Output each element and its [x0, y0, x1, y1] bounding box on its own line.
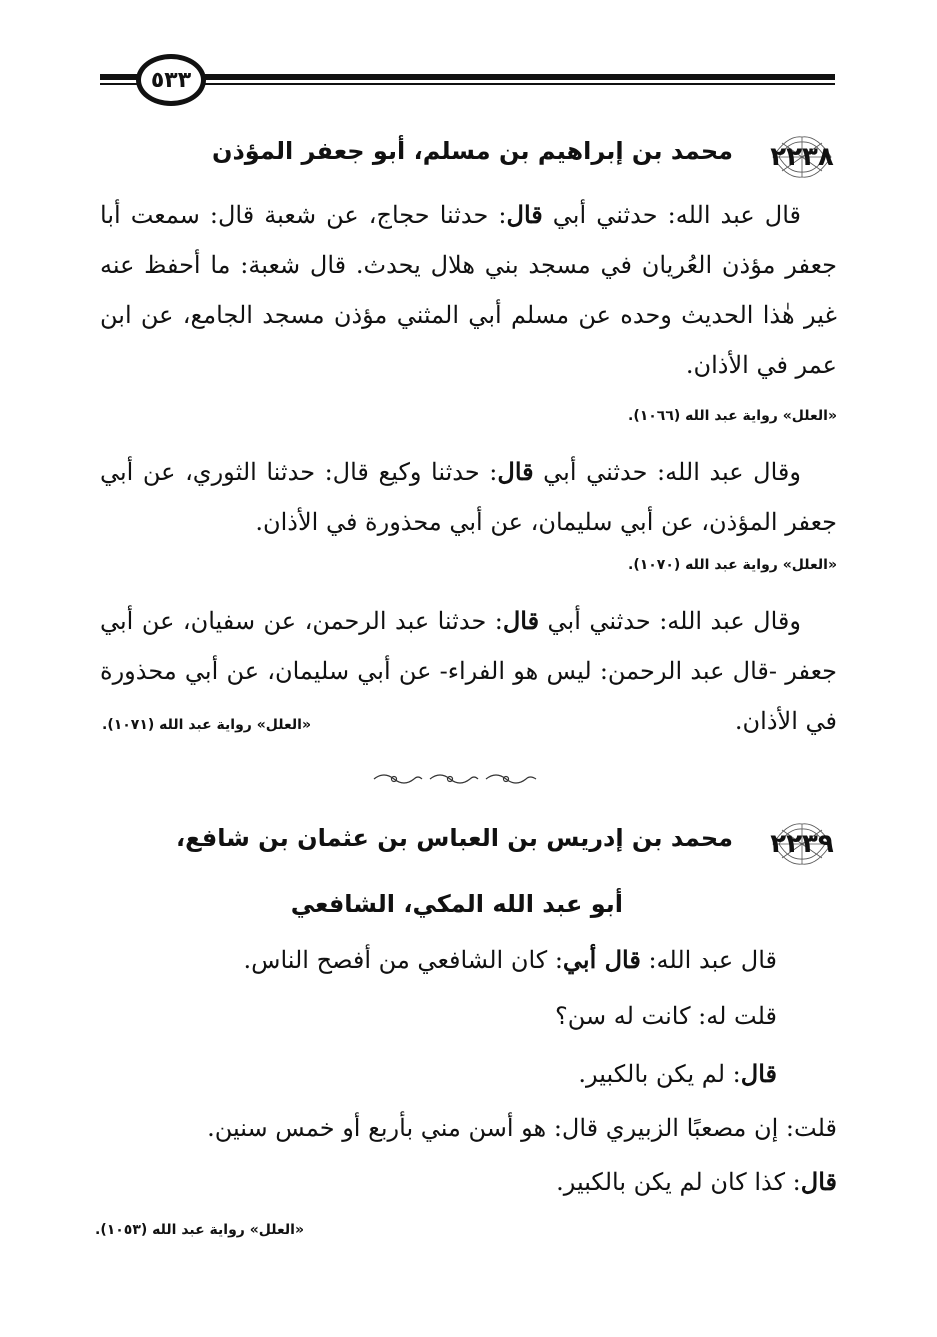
entry-paragraph: [100, 190, 837, 390]
header-rule: [200, 83, 835, 85]
header-rule: [100, 74, 140, 80]
text-segment: : لم يكن بالكبير.: [578, 1060, 741, 1088]
text-segment: : كذا كان لم يكن بالكبير.: [556, 1168, 801, 1196]
entry-title: محمد بن إدريس بن العباس بن عثمان بن شافع،: [175, 824, 733, 852]
source-citation: «العلل» رواية عبد الله (١٠٦٦).: [628, 408, 837, 424]
text-segment: قال عبد الله: حدثني أبي: [542, 201, 801, 229]
entry-heading: [100, 820, 837, 870]
entry-number-text: ٢٢٣٨: [770, 142, 834, 172]
qal-keyword: قال: [800, 1167, 837, 1196]
entry-number-badge: [767, 133, 837, 181]
text-segment: : حدثنا وكيع قال: حدثنا الثوري، عن أبي جعفر المؤذن، عن أبي سليمان، عن أبي محذورة في الأذان.: [100, 458, 837, 536]
text-segment: قال عبد الله:: [640, 946, 777, 974]
qal-keyword: قال: [502, 606, 540, 635]
text-line: [556, 1167, 837, 1196]
source-citation: «العلل» رواية عبد الله (١٠٥٣).: [95, 1222, 304, 1238]
page-number: ٥٣٣: [136, 54, 206, 106]
text-line: قلت له: كانت له سن؟: [554, 1002, 777, 1030]
text-line: [244, 945, 777, 974]
text-segment: : كان الشافعي من أفصح الناس.: [243, 946, 563, 974]
entry-number-text: ٢٢٣٩: [770, 829, 834, 859]
section-divider-ornament: [370, 769, 540, 789]
header-rule: [100, 83, 140, 85]
page-header: [100, 52, 835, 112]
source-citation: «العلل» رواية عبد الله (١٠٧٠).: [628, 557, 837, 573]
entry-number-badge: [767, 820, 837, 868]
entry-paragraph: [100, 447, 837, 547]
text-line: [578, 1059, 777, 1088]
qal-keyword: قال أبي: [562, 945, 641, 974]
text-segment: وقال عبد الله: حدثني أبي: [533, 458, 801, 486]
qal-keyword: قال: [506, 200, 543, 229]
entry-subtitle: أبو عبد الله المكي، الشافعي: [290, 890, 623, 918]
qal-keyword: قال: [740, 1059, 777, 1088]
header-rule: [200, 74, 835, 80]
text-segment: : حدثنا حجاج، عن شعبة قال: سمعت أبا جعفر مؤذن العُريان في مسجد بني هلال يحدث. قال شعبة: ما أحفظ عنه غير هٰذا الحديث وحده عن مسلم أبي المثني مؤذن مسجد الجامع، عن ابن عمر في الأذان.: [100, 201, 837, 379]
entry-title: محمد بن إبراهيم بن مسلم، أبو جعفر المؤذن: [212, 137, 733, 165]
text-segment: : حدثنا عبد الرحمن، عن سفيان، عن أبي جعفر -قال عبد الرحمن: ليس هو الفراء- عن أبي سليمان، عن أبي محذورة في الأذان.: [100, 607, 837, 735]
source-citation: «العلل» رواية عبد الله (١٠٧١).: [102, 717, 311, 733]
text-line: قلت: إن مصعبًا الزبيري قال: هو أسن مني بأربع أو خمس سنين.: [207, 1114, 837, 1142]
entry-heading: [100, 133, 837, 183]
text-segment: وقال عبد الله: حدثني أبي: [539, 607, 801, 635]
qal-keyword: قال: [497, 457, 534, 486]
